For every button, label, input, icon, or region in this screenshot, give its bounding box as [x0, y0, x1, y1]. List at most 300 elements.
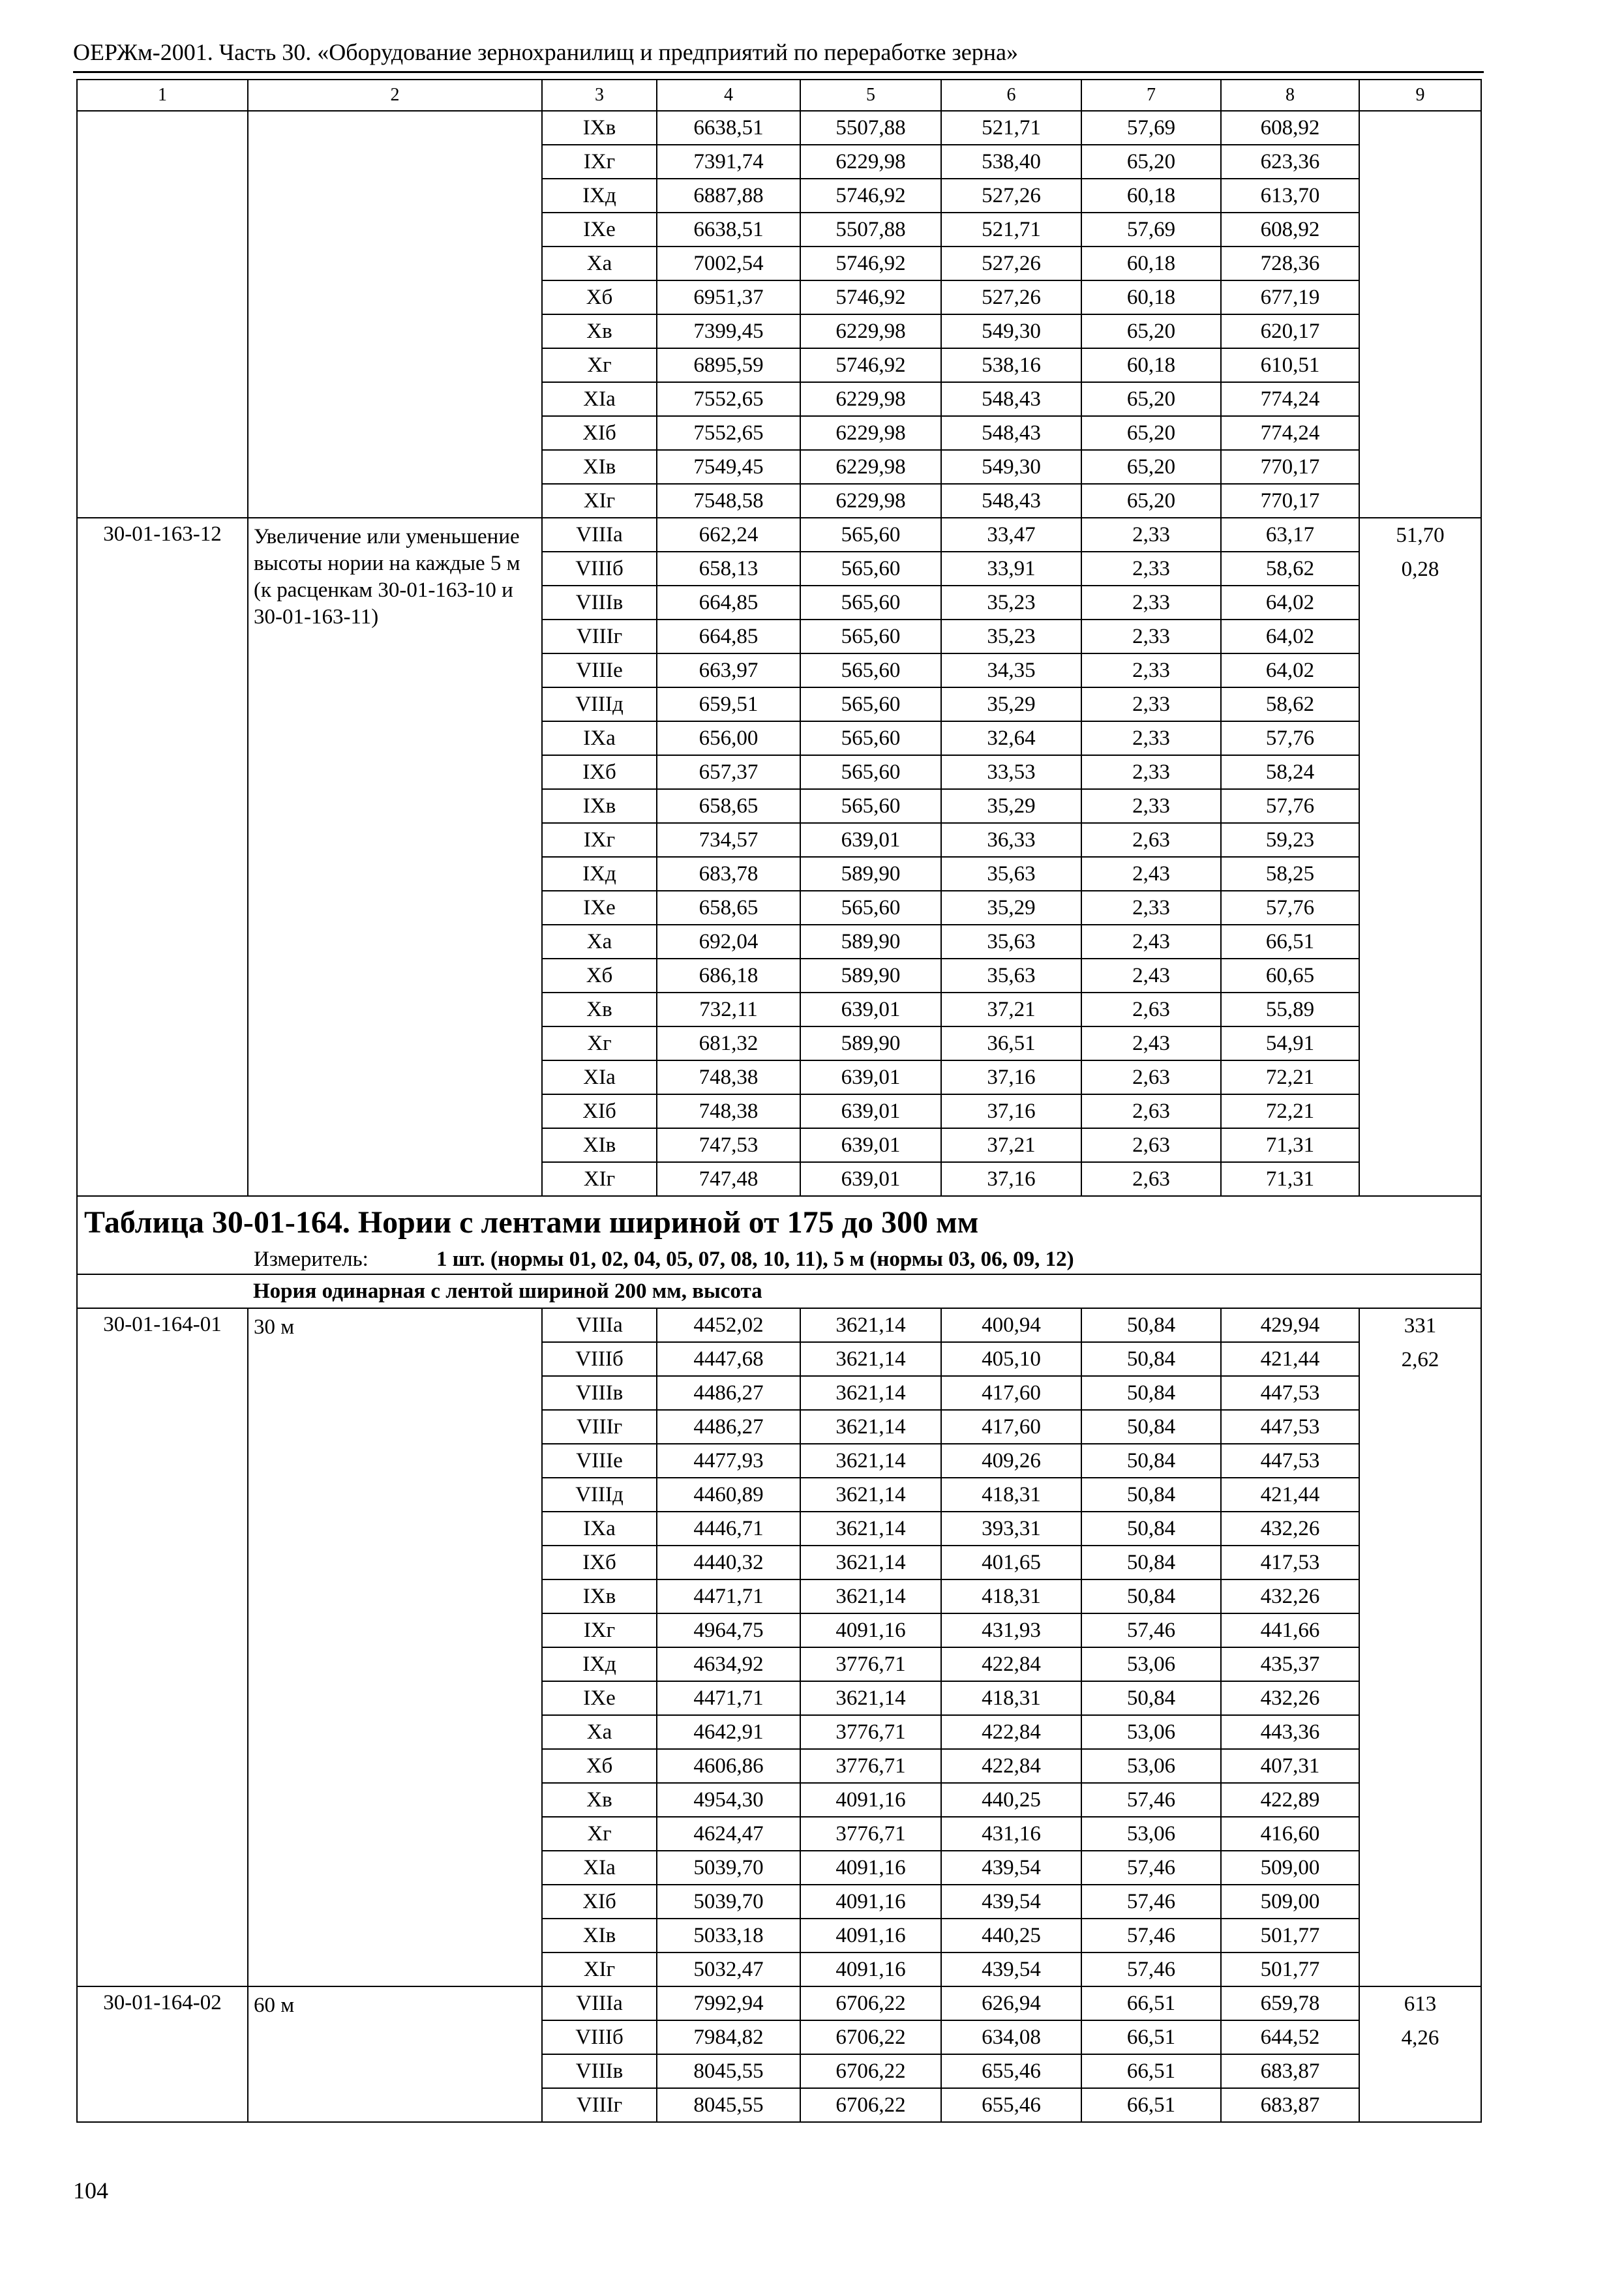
zone-cell: XIа — [542, 1851, 657, 1885]
value-cell: 3621,14 — [800, 1342, 941, 1376]
value-cell: 589,90 — [800, 1026, 941, 1060]
value-cell: 527,26 — [941, 280, 1081, 314]
value-cell: 747,48 — [657, 1162, 800, 1196]
value-cell: 5039,70 — [657, 1851, 800, 1885]
value-cell: 549,30 — [941, 314, 1081, 348]
value-cell: 4091,16 — [800, 1613, 941, 1647]
zone-cell: VIIIб — [542, 552, 657, 586]
value-cell: 439,54 — [941, 1952, 1081, 1986]
value-cell: 747,53 — [657, 1128, 800, 1162]
value-cell: 3621,14 — [800, 1478, 941, 1512]
value-cell: 639,01 — [800, 993, 941, 1026]
zone-cell: VIIIд — [542, 1478, 657, 1512]
value-cell: 639,01 — [800, 1162, 941, 1196]
value-cell: 6638,51 — [657, 213, 800, 247]
zone-cell: VIIIе — [542, 1444, 657, 1478]
value-cell: 3776,71 — [800, 1817, 941, 1851]
value-cell: 3621,14 — [800, 1410, 941, 1444]
value-cell: 2,43 — [1081, 925, 1221, 959]
value-cell: 6229,98 — [800, 145, 941, 179]
column-number: 5 — [800, 80, 941, 111]
extra-values — [1359, 111, 1481, 518]
value-cell: 4486,27 — [657, 1376, 800, 1410]
value-cell: 57,69 — [1081, 213, 1221, 247]
table-row — [77, 111, 1481, 145]
value-cell: 5507,88 — [800, 213, 941, 247]
value-cell: 658,13 — [657, 552, 800, 586]
value-cell: 422,84 — [941, 1715, 1081, 1749]
zone-cell: XIа — [542, 382, 657, 416]
value-cell: 55,89 — [1221, 993, 1359, 1026]
value-cell: 6951,37 — [657, 280, 800, 314]
value-cell: 549,30 — [941, 450, 1081, 484]
value-cell: 58,24 — [1221, 755, 1359, 789]
value-cell: 439,54 — [941, 1885, 1081, 1919]
value-cell: 610,51 — [1221, 348, 1359, 382]
value-cell: 60,18 — [1081, 179, 1221, 213]
entry-code: 30-01-164-01 — [77, 1308, 248, 1986]
measure-value: 1 шт. (нормы 01, 02, 04, 05, 07, 08, 10, 11), 5 м (нормы 03, 06, 09, 12) — [436, 1247, 1074, 1271]
value-cell: 57,46 — [1081, 1952, 1221, 1986]
value-cell: 589,90 — [800, 857, 941, 891]
value-cell: 4091,16 — [800, 1885, 941, 1919]
value-cell: 57,46 — [1081, 1919, 1221, 1952]
value-cell: 440,25 — [941, 1919, 1081, 1952]
value-cell: 548,43 — [941, 382, 1081, 416]
value-cell: 681,32 — [657, 1026, 800, 1060]
value-cell: 6895,59 — [657, 348, 800, 382]
value-cell: 565,60 — [800, 552, 941, 586]
value-cell: 4447,68 — [657, 1342, 800, 1376]
value-cell: 63,17 — [1221, 518, 1359, 552]
value-cell: 64,02 — [1221, 620, 1359, 653]
zone-cell: IXв — [542, 789, 657, 823]
value-cell: 538,40 — [941, 145, 1081, 179]
table-row — [77, 518, 1481, 552]
value-cell: 416,60 — [1221, 1817, 1359, 1851]
zone-cell: IXв — [542, 111, 657, 145]
zone-cell: Xа — [542, 247, 657, 280]
value-cell: 59,23 — [1221, 823, 1359, 857]
value-cell: 683,87 — [1221, 2088, 1359, 2122]
value-cell: 64,02 — [1221, 653, 1359, 687]
value-cell: 441,66 — [1221, 1613, 1359, 1647]
value-cell: 639,01 — [800, 1060, 941, 1094]
value-cell: 32,64 — [941, 721, 1081, 755]
value-cell: 5746,92 — [800, 348, 941, 382]
value-cell: 418,31 — [941, 1478, 1081, 1512]
value-cell: 2,63 — [1081, 993, 1221, 1026]
value-cell: 431,93 — [941, 1613, 1081, 1647]
value-cell: 5039,70 — [657, 1885, 800, 1919]
extra-value: 51,70 — [1396, 524, 1445, 547]
value-cell: 565,60 — [800, 518, 941, 552]
value-cell: 2,43 — [1081, 959, 1221, 993]
zone-cell: XIг — [542, 484, 657, 518]
measure-label: Измеритель: — [254, 1247, 368, 1271]
value-cell: 7549,45 — [657, 450, 800, 484]
column-number: 7 — [1081, 80, 1221, 111]
zone-cell: VIIIв — [542, 1376, 657, 1410]
page-header-title: ОЕРЖм-2001. Часть 30. «Оборудование зернохранилищ и предприятий по переработке зерна» — [73, 39, 1018, 65]
zone-cell: Xг — [542, 1026, 657, 1060]
value-cell: 2,33 — [1081, 687, 1221, 721]
value-cell: 65,20 — [1081, 450, 1221, 484]
value-cell: 3621,14 — [800, 1512, 941, 1546]
value-cell: 521,71 — [941, 111, 1081, 145]
value-cell: 2,33 — [1081, 586, 1221, 620]
value-cell: 655,46 — [941, 2054, 1081, 2088]
value-cell: 37,16 — [941, 1094, 1081, 1128]
value-cell: 6229,98 — [800, 314, 941, 348]
value-cell: 565,60 — [800, 687, 941, 721]
value-cell: 66,51 — [1081, 2088, 1221, 2122]
value-cell: 683,78 — [657, 857, 800, 891]
value-cell: 521,71 — [941, 213, 1081, 247]
value-cell: 3621,14 — [800, 1546, 941, 1579]
value-cell: 65,20 — [1081, 314, 1221, 348]
value-cell: 663,97 — [657, 653, 800, 687]
zone-cell: VIIIд — [542, 687, 657, 721]
value-cell: 4440,32 — [657, 1546, 800, 1579]
value-cell: 64,02 — [1221, 586, 1359, 620]
column-number: 3 — [542, 80, 657, 111]
value-cell: 57,46 — [1081, 1783, 1221, 1817]
value-cell: 732,11 — [657, 993, 800, 1026]
value-cell: 6229,98 — [800, 416, 941, 450]
value-cell: 35,23 — [941, 620, 1081, 653]
value-cell: 417,60 — [941, 1376, 1081, 1410]
value-cell: 4091,16 — [800, 1919, 941, 1952]
zone-cell: IXе — [542, 1681, 657, 1715]
value-cell: 429,94 — [1221, 1308, 1359, 1342]
value-cell: 50,84 — [1081, 1512, 1221, 1546]
value-cell: 4471,71 — [657, 1681, 800, 1715]
value-cell: 501,77 — [1221, 1919, 1359, 1952]
value-cell: 6229,98 — [800, 484, 941, 518]
value-cell: 432,26 — [1221, 1512, 1359, 1546]
extra-values — [1359, 1986, 1481, 2122]
value-cell: 608,92 — [1221, 213, 1359, 247]
table-row — [77, 1986, 1481, 2020]
value-cell: 3621,14 — [800, 1681, 941, 1715]
value-cell: 33,47 — [941, 518, 1081, 552]
value-cell: 5746,92 — [800, 247, 941, 280]
value-cell: 57,76 — [1221, 891, 1359, 925]
column-number-row — [77, 80, 1481, 111]
extra-value: 331 — [1404, 1314, 1437, 1338]
value-cell: 35,29 — [941, 687, 1081, 721]
value-cell: 50,84 — [1081, 1579, 1221, 1613]
value-cell: 7984,82 — [657, 2020, 800, 2054]
value-cell: 8045,55 — [657, 2054, 800, 2088]
value-cell: 393,31 — [941, 1512, 1081, 1546]
value-cell: 2,63 — [1081, 823, 1221, 857]
value-cell: 50,84 — [1081, 1681, 1221, 1715]
value-cell: 422,89 — [1221, 1783, 1359, 1817]
value-cell: 35,63 — [941, 959, 1081, 993]
value-cell: 2,33 — [1081, 518, 1221, 552]
value-cell: 6887,88 — [657, 179, 800, 213]
value-cell: 422,84 — [941, 1647, 1081, 1681]
zone-cell: IXд — [542, 1647, 657, 1681]
value-cell: 35,23 — [941, 586, 1081, 620]
value-cell: 37,16 — [941, 1060, 1081, 1094]
value-cell: 60,18 — [1081, 280, 1221, 314]
entry-description: Увеличение или уменьшение высоты нории на каждые 5 м (к расценкам 30-01-163-10 и 30-01-163-11) — [248, 518, 542, 1196]
value-cell: 432,26 — [1221, 1579, 1359, 1613]
zone-cell: XIа — [542, 1060, 657, 1094]
zone-cell: VIIIв — [542, 2054, 657, 2088]
value-cell: 686,18 — [657, 959, 800, 993]
zone-cell: Xв — [542, 993, 657, 1026]
value-cell: 58,62 — [1221, 687, 1359, 721]
zone-cell: XIг — [542, 1162, 657, 1196]
value-cell: 4091,16 — [800, 1851, 941, 1885]
zone-cell: XIб — [542, 1885, 657, 1919]
value-cell: 447,53 — [1221, 1444, 1359, 1478]
rates-table — [76, 79, 1482, 2123]
zone-cell: Xг — [542, 348, 657, 382]
value-cell: 431,16 — [941, 1817, 1081, 1851]
value-cell: 770,17 — [1221, 450, 1359, 484]
value-cell: 2,63 — [1081, 1162, 1221, 1196]
value-cell: 4634,92 — [657, 1647, 800, 1681]
value-cell: 71,31 — [1221, 1128, 1359, 1162]
subheading-row — [77, 1274, 1481, 1308]
column-number: 6 — [941, 80, 1081, 111]
zone-cell: VIIIе — [542, 653, 657, 687]
value-cell: 65,20 — [1081, 382, 1221, 416]
value-cell: 634,08 — [941, 2020, 1081, 2054]
value-cell: 565,60 — [800, 653, 941, 687]
value-cell: 60,65 — [1221, 959, 1359, 993]
extra-value: 4,26 — [1401, 2026, 1439, 2050]
entry-description: 30 м — [248, 1308, 542, 1986]
value-cell: 6706,22 — [800, 2088, 941, 2122]
table-title: Таблица 30-01-164. Нории с лентами шириной от 175 до 300 мм — [84, 1205, 979, 1240]
value-cell: 57,46 — [1081, 1613, 1221, 1647]
value-cell: 6706,22 — [800, 2054, 941, 2088]
page-number: 104 — [73, 2177, 108, 2204]
value-cell: 50,84 — [1081, 1478, 1221, 1512]
value-cell: 7391,74 — [657, 145, 800, 179]
zone-cell: Xг — [542, 1817, 657, 1851]
table-title-row — [77, 1196, 1481, 1245]
value-cell: 527,26 — [941, 247, 1081, 280]
value-cell: 53,06 — [1081, 1647, 1221, 1681]
subheading: Нория одинарная с лентой шириной 200 мм, высота — [248, 1274, 1481, 1308]
value-cell: 2,63 — [1081, 1128, 1221, 1162]
value-cell: 664,85 — [657, 620, 800, 653]
value-cell: 72,21 — [1221, 1060, 1359, 1094]
value-cell: 658,65 — [657, 789, 800, 823]
value-cell: 4642,91 — [657, 1715, 800, 1749]
value-cell: 7399,45 — [657, 314, 800, 348]
column-number: 2 — [248, 80, 542, 111]
zone-cell: VIIIа — [542, 518, 657, 552]
value-cell: 50,84 — [1081, 1546, 1221, 1579]
value-cell: 748,38 — [657, 1094, 800, 1128]
value-cell: 50,84 — [1081, 1308, 1221, 1342]
value-cell: 692,04 — [657, 925, 800, 959]
value-cell: 5032,47 — [657, 1952, 800, 1986]
value-cell: 53,06 — [1081, 1817, 1221, 1851]
value-cell: 439,54 — [941, 1851, 1081, 1885]
zone-cell: IXа — [542, 1512, 657, 1546]
value-cell: 4486,27 — [657, 1410, 800, 1444]
zone-cell: XIв — [542, 450, 657, 484]
value-cell: 65,20 — [1081, 416, 1221, 450]
value-cell: 7002,54 — [657, 247, 800, 280]
value-cell: 7548,58 — [657, 484, 800, 518]
extra-values — [1359, 1308, 1481, 1986]
zone-cell: IXд — [542, 179, 657, 213]
value-cell: 440,25 — [941, 1783, 1081, 1817]
zone-cell: IXб — [542, 1546, 657, 1579]
value-cell: 639,01 — [800, 823, 941, 857]
value-cell: 417,53 — [1221, 1546, 1359, 1579]
value-cell: 57,69 — [1081, 111, 1221, 145]
zone-cell: XIв — [542, 1919, 657, 1952]
value-cell: 65,20 — [1081, 484, 1221, 518]
value-cell: 774,24 — [1221, 416, 1359, 450]
value-cell: 5507,88 — [800, 111, 941, 145]
value-cell: 447,53 — [1221, 1410, 1359, 1444]
value-cell: 589,90 — [800, 959, 941, 993]
value-cell: 2,33 — [1081, 789, 1221, 823]
value-cell: 421,44 — [1221, 1478, 1359, 1512]
value-cell: 37,16 — [941, 1162, 1081, 1196]
value-cell: 66,51 — [1081, 2054, 1221, 2088]
value-cell: 58,62 — [1221, 552, 1359, 586]
value-cell: 33,53 — [941, 755, 1081, 789]
value-cell: 36,33 — [941, 823, 1081, 857]
value-cell: 4624,47 — [657, 1817, 800, 1851]
zone-cell: XIв — [542, 1128, 657, 1162]
value-cell: 589,90 — [800, 925, 941, 959]
value-cell: 443,36 — [1221, 1715, 1359, 1749]
value-cell: 65,20 — [1081, 145, 1221, 179]
value-cell: 36,51 — [941, 1026, 1081, 1060]
table-row — [77, 1308, 1481, 1342]
extra-values — [1359, 518, 1481, 1196]
value-cell: 639,01 — [800, 1094, 941, 1128]
entry-code — [77, 111, 248, 518]
value-cell: 405,10 — [941, 1342, 1081, 1376]
entry-code: 30-01-163-12 — [77, 518, 248, 1196]
value-cell: 57,46 — [1081, 1851, 1221, 1885]
value-cell: 659,51 — [657, 687, 800, 721]
value-cell: 66,51 — [1221, 925, 1359, 959]
value-cell: 2,33 — [1081, 552, 1221, 586]
value-cell: 2,43 — [1081, 1026, 1221, 1060]
value-cell: 565,60 — [800, 620, 941, 653]
value-cell: 7552,65 — [657, 382, 800, 416]
value-cell: 53,06 — [1081, 1715, 1221, 1749]
value-cell: 626,94 — [941, 1986, 1081, 2020]
value-cell: 608,92 — [1221, 111, 1359, 145]
value-cell: 35,63 — [941, 857, 1081, 891]
value-cell: 4964,75 — [657, 1613, 800, 1647]
value-cell: 421,44 — [1221, 1342, 1359, 1376]
extra-value: 0,28 — [1401, 558, 1439, 581]
value-cell: 655,46 — [941, 2088, 1081, 2122]
value-cell: 2,33 — [1081, 721, 1221, 755]
zone-cell: Xа — [542, 1715, 657, 1749]
value-cell: 2,43 — [1081, 857, 1221, 891]
value-cell: 662,24 — [657, 518, 800, 552]
zone-cell: Xб — [542, 280, 657, 314]
value-cell: 50,84 — [1081, 1410, 1221, 1444]
value-cell: 35,29 — [941, 891, 1081, 925]
value-cell: 6706,22 — [800, 2020, 941, 2054]
value-cell: 538,16 — [941, 348, 1081, 382]
value-cell: 6706,22 — [800, 1986, 941, 2020]
value-cell: 35,63 — [941, 925, 1081, 959]
value-cell: 664,85 — [657, 586, 800, 620]
value-cell: 4091,16 — [800, 1952, 941, 1986]
value-cell: 6229,98 — [800, 450, 941, 484]
zone-cell: VIIIг — [542, 620, 657, 653]
measure-row — [77, 1245, 1481, 1274]
zone-cell: VIIIб — [542, 2020, 657, 2054]
value-cell: 677,19 — [1221, 280, 1359, 314]
value-cell: 613,70 — [1221, 179, 1359, 213]
zone-cell: VIIIа — [542, 1308, 657, 1342]
zone-cell: Xв — [542, 1783, 657, 1817]
value-cell: 4460,89 — [657, 1478, 800, 1512]
value-cell: 50,84 — [1081, 1342, 1221, 1376]
entry-description: 60 м — [248, 1986, 542, 2122]
value-cell: 548,43 — [941, 484, 1081, 518]
value-cell: 565,60 — [800, 721, 941, 755]
value-cell: 3621,14 — [800, 1444, 941, 1478]
value-cell: 565,60 — [800, 755, 941, 789]
value-cell: 2,63 — [1081, 1094, 1221, 1128]
value-cell: 5746,92 — [800, 179, 941, 213]
value-cell: 57,46 — [1081, 1885, 1221, 1919]
value-cell: 4471,71 — [657, 1579, 800, 1613]
value-cell: 418,31 — [941, 1681, 1081, 1715]
zone-cell: IXа — [542, 721, 657, 755]
value-cell: 66,51 — [1081, 2020, 1221, 2054]
value-cell: 60,18 — [1081, 348, 1221, 382]
zone-cell: IXг — [542, 145, 657, 179]
value-cell: 509,00 — [1221, 1885, 1359, 1919]
value-cell: 4452,02 — [657, 1308, 800, 1342]
value-cell: 509,00 — [1221, 1851, 1359, 1885]
zone-cell: VIIIб — [542, 1342, 657, 1376]
value-cell: 72,21 — [1221, 1094, 1359, 1128]
value-cell: 447,53 — [1221, 1376, 1359, 1410]
value-cell: 8045,55 — [657, 2088, 800, 2122]
zone-cell: Xб — [542, 959, 657, 993]
zone-cell: Xа — [542, 925, 657, 959]
zone-cell: VIIIг — [542, 1410, 657, 1444]
value-cell: 728,36 — [1221, 247, 1359, 280]
value-cell: 6638,51 — [657, 111, 800, 145]
value-cell: 57,76 — [1221, 789, 1359, 823]
value-cell: 774,24 — [1221, 382, 1359, 416]
value-cell: 4091,16 — [800, 1783, 941, 1817]
value-cell: 5746,92 — [800, 280, 941, 314]
column-number: 1 — [77, 80, 248, 111]
value-cell: 2,33 — [1081, 755, 1221, 789]
zone-cell: IXг — [542, 1613, 657, 1647]
value-cell: 565,60 — [800, 891, 941, 925]
zone-cell: XIб — [542, 416, 657, 450]
